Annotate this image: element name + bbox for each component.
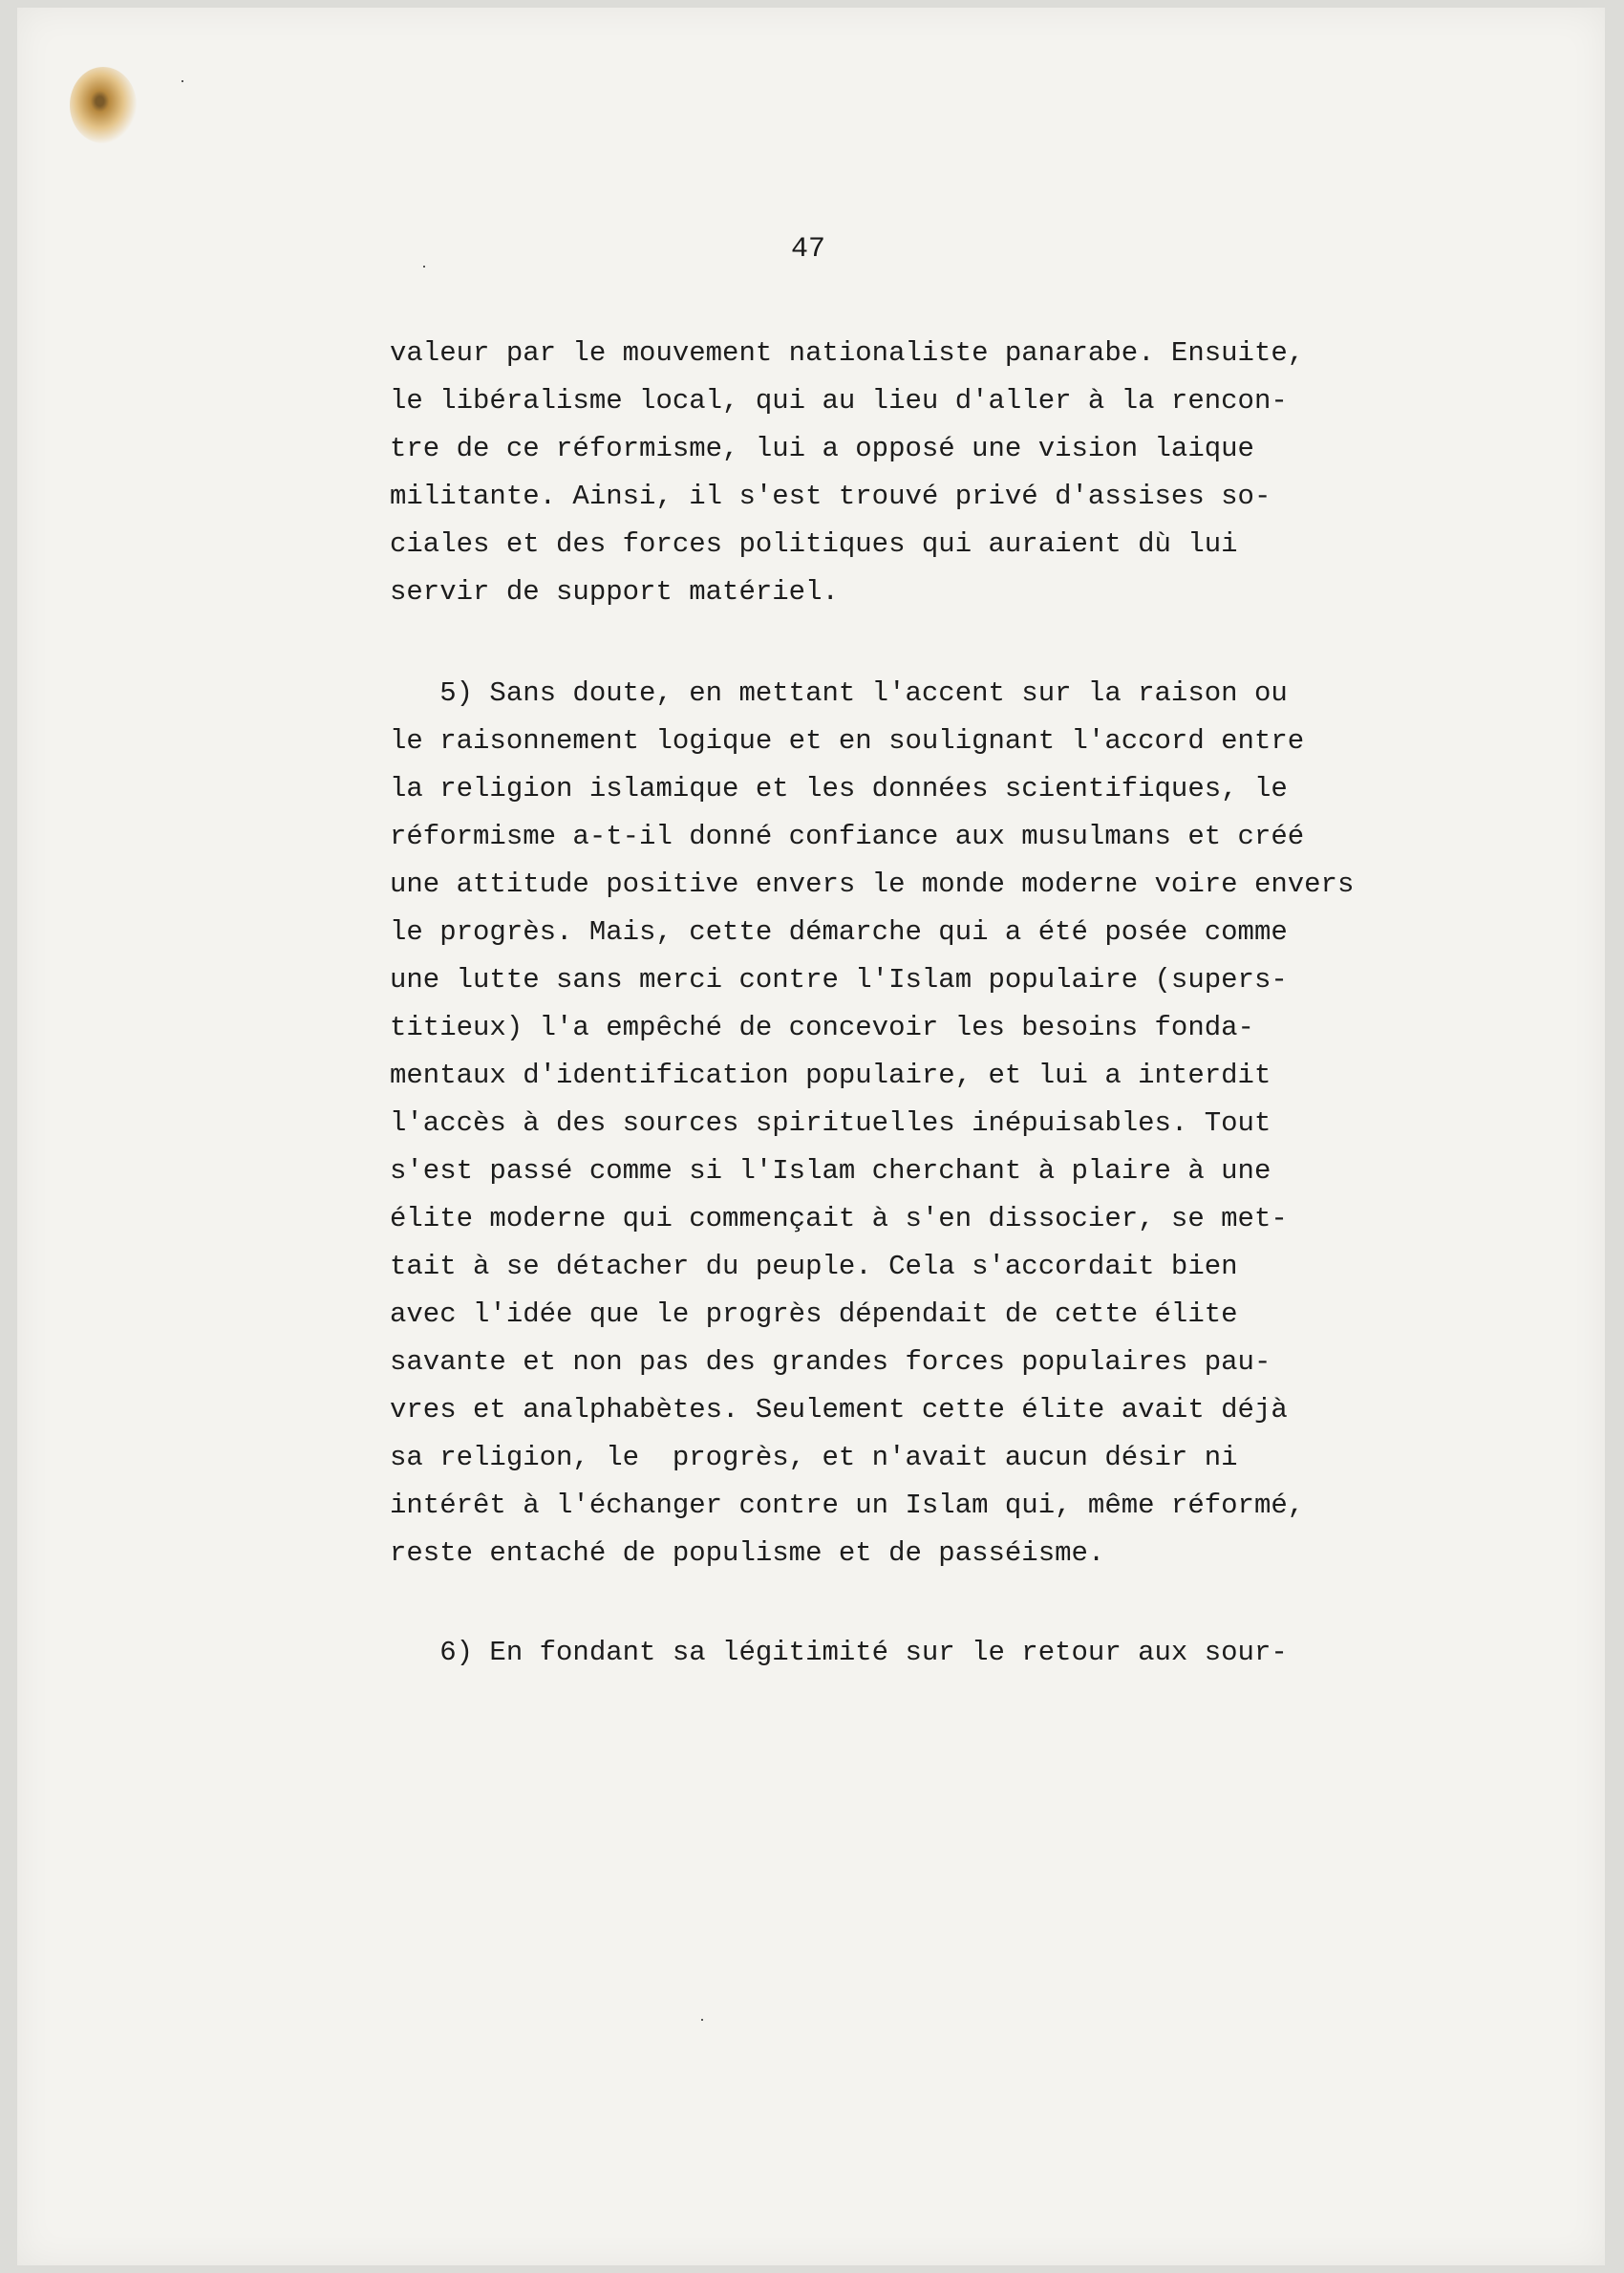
text-line: tre de ce réformisme, lui a opposé une vision laique	[390, 433, 1254, 464]
text-line: le raisonnement logique et en soulignant l'accord entre	[390, 725, 1305, 757]
text-line: militante. Ainsi, il s'est trouvé privé d'assises so-	[390, 481, 1271, 512]
text-line: avec l'idée que le progrès dépendait de cette élite	[390, 1298, 1238, 1330]
text-line: l'accès à des sources spirituelles inépuisables. Tout	[390, 1107, 1271, 1139]
text-line: intérêt à l'échanger contre un Islam qui, même réformé,	[390, 1490, 1305, 1521]
text-line: la religion islamique et les données scientifiques, le	[390, 773, 1288, 804]
text-line: 6) En fondant sa légitimité sur le retour aux sour-	[390, 1637, 1288, 1668]
text-line: titieux) l'a empêché de concevoir les besoins fonda-	[390, 1012, 1254, 1043]
text-line: s'est passé comme si l'Islam cherchant à plaire à une	[390, 1155, 1271, 1187]
scan-speck	[423, 266, 425, 268]
text-line: savante et non pas des grandes forces populaires pau-	[390, 1346, 1271, 1378]
text-line: une lutte sans merci contre l'Islam populaire (supers-	[390, 964, 1288, 996]
text-line: une attitude positive envers le monde moderne voire envers	[390, 868, 1355, 900]
text-line: ciales et des forces politiques qui auraient dù lui	[390, 528, 1238, 560]
text-line: valeur par le mouvement nationaliste panarabe. Ensuite,	[390, 337, 1305, 369]
text-line: reste entaché de populisme et de passéisme.	[390, 1537, 1105, 1569]
scan-speck	[701, 2019, 703, 2021]
text-line: réformisme a-t-il donné confiance aux musulmans et créé	[390, 821, 1305, 852]
text-line: vres et analphabètes. Seulement cette élite avait déjà	[390, 1394, 1288, 1426]
text-line: tait à se détacher du peuple. Cela s'accordait bien	[390, 1251, 1238, 1282]
document-page	[17, 8, 1605, 2265]
rust-stain	[70, 67, 137, 143]
scan-speck	[182, 80, 183, 82]
text-line: élite moderne qui commençait à s'en dissocier, se met-	[390, 1203, 1288, 1234]
text-line: le libéralisme local, qui au lieu d'aller à la rencon-	[390, 385, 1288, 417]
text-line: le progrès. Mais, cette démarche qui a été posée comme	[390, 916, 1288, 948]
page-number: 47	[791, 233, 826, 266]
text-line: mentaux d'identification populaire, et lui a interdit	[390, 1060, 1271, 1091]
text-line: sa religion, le progrès, et n'avait aucun désir ni	[390, 1442, 1238, 1473]
text-line: 5) Sans doute, en mettant l'accent sur la raison ou	[390, 677, 1288, 709]
text-line: servir de support matériel.	[390, 576, 839, 608]
